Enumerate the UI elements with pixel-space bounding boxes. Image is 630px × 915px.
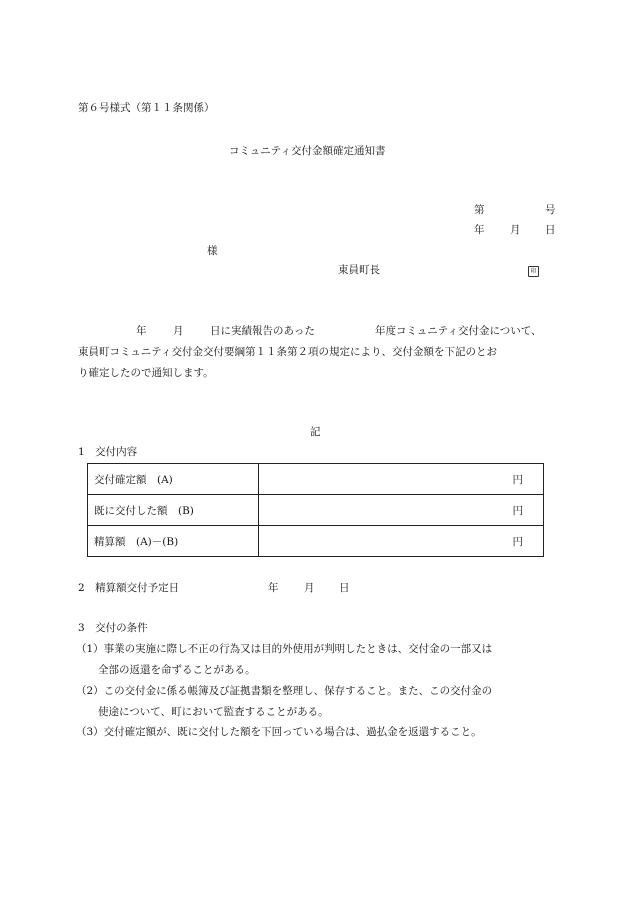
condition-1-line2: 全部の返還を命ずることがある。 <box>98 664 256 676</box>
doc-number-prefix: 第 <box>474 204 485 216</box>
amount-table <box>87 463 544 557</box>
seal-mark <box>528 264 539 277</box>
body-line3: り確定したので通知します。 <box>78 367 214 379</box>
table-row <box>88 495 544 526</box>
row-unit: 円 <box>259 495 544 526</box>
document-title: コミュニティ交付金額確定通知書 <box>229 145 386 157</box>
issuer: 東員町長 <box>338 264 380 276</box>
section2-year: 年 <box>268 582 279 594</box>
table-row <box>88 464 544 495</box>
row-unit: 円 <box>259 464 544 495</box>
date-month: 月 <box>510 224 521 236</box>
section1-heading: 1 交付内容 <box>78 446 138 458</box>
date-day: 日 <box>545 224 556 236</box>
condition-2-line2: 使途について、町において監査することがある。 <box>98 706 329 718</box>
section2-heading: 2 精算額交付予定日 <box>78 582 180 594</box>
condition-3-line1: （3）交付確定額が、既に交付した額を下回っている場合は、過払金を返還すること。 <box>76 726 482 738</box>
row-label: 精算額 (A)－(B) <box>88 526 259 557</box>
condition-2-line1: （2）この交付金に係る帳簿及び証拠書類を整理し、保存すること。また、この交付金の <box>76 685 493 697</box>
doc-number-suffix: 号 <box>545 204 556 216</box>
body-year: 年 <box>136 325 147 337</box>
row-unit: 円 <box>259 526 544 557</box>
body-month: 月 <box>173 325 184 337</box>
body-line2: 東員町コミュニティ交付金交付要綱第１１条第２項の規定により、交付金額を下記のとお <box>78 346 497 358</box>
body-day-text: 日に実績報告のあった <box>210 325 315 337</box>
table-row <box>88 526 544 557</box>
body-line1-rest: 年度コミュニティ交付金について、 <box>375 325 542 337</box>
section3-heading: 3 交付の条件 <box>78 622 148 634</box>
form-number: 第６号様式（第１１条関係） <box>78 102 215 114</box>
section2-day: 日 <box>339 582 350 594</box>
date-year: 年 <box>474 224 485 236</box>
section2-month: 月 <box>304 582 315 594</box>
ki-heading: 記 <box>310 426 321 438</box>
seal-icon: 印 <box>528 266 539 277</box>
row-label: 交付確定額 (A) <box>88 464 259 495</box>
condition-1-line1: （1）事業の実施に際し不正の行為又は目的外使用が判明したときは、交付金の一部又は <box>76 643 493 655</box>
row-label: 既に交付した額 (B) <box>88 495 259 526</box>
recipient-suffix: 様 <box>207 245 218 257</box>
